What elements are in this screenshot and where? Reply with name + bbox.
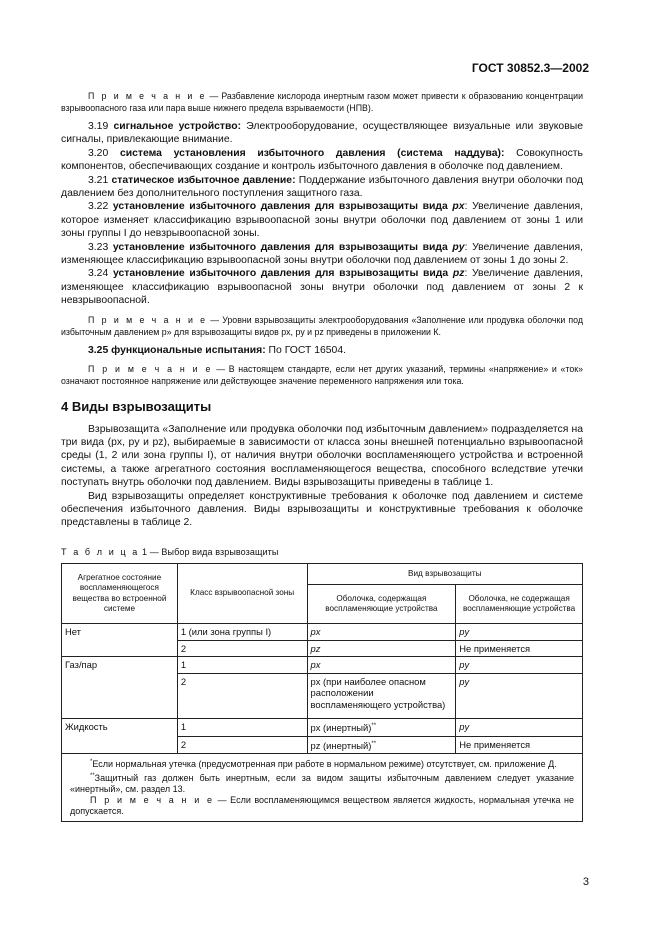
- term-3-19: [61, 120, 583, 147]
- term-definition: Электрооборудование, осуществляющее визуальные или звуковые сигналы, привлекающие внимание.: [61, 121, 583, 146]
- cell-zone: 1 (или зона группы I): [177, 624, 307, 641]
- table-caption: [61, 546, 583, 559]
- term-name: установление избыточного давления для взрывозащиты вида: [112, 241, 453, 253]
- cell-without: Не применяется: [456, 736, 583, 754]
- cell-with: [307, 624, 456, 641]
- term-code: pz: [452, 268, 465, 280]
- term-definition: : Увеличение давления, изменяющее классификацию взрывоопасной зоны внутри оболочки под давлением от зоны 1 до зоны 2.: [61, 241, 583, 267]
- term-definition: По ГОСТ 16504.: [265, 344, 346, 356]
- term-definition: : Увеличение давления, которое изменяет классификацию взрывоопасной зоны внутри оболочки под давлением от зоны 1 или зоны группы I до невзрывоопасной зоны.: [61, 201, 583, 240]
- term-3-24: [61, 267, 583, 307]
- term-name: 3.25 функциональные испытания:: [88, 344, 266, 356]
- term-name: система установления избыточного давления (система наддува):: [119, 147, 505, 159]
- cell-value: px (инертный): [310, 722, 372, 734]
- term-name: установление избыточного давления для взрывозащиты вида: [112, 268, 453, 280]
- table-row: [62, 719, 583, 737]
- selection-table: [61, 563, 583, 822]
- footnote-mark: **: [90, 772, 95, 779]
- note-text: — В настоящем стандарте, если нет других указаний, термины «напряжение» и «ток» означают постоянное напряжение или действующее значение переменного напряжения или тока.: [61, 364, 583, 387]
- footnote-text: Если нормальная утечка (предусмотренная при работе в нормальном режиме) отсутствует, см. приложение Д.: [92, 759, 557, 770]
- term-number: 3.20: [88, 147, 120, 159]
- page-number: 3: [582, 876, 589, 888]
- term-3-21: [61, 174, 583, 201]
- term-3-25: [61, 344, 583, 357]
- cell-zone: 2: [177, 736, 307, 754]
- cell-zone: 1: [177, 657, 307, 674]
- header-without-devices: Оболочка, не содержащая воспламеняющие устройства: [456, 585, 583, 624]
- cell-zone: 2: [177, 640, 307, 657]
- term-name: статическое избыточное давление:: [111, 174, 296, 186]
- header-state: Агрегатное состояние воспламеняющегося вещества во встроенной системе: [62, 564, 178, 624]
- header-with-devices: Оболочка, содержащая воспламеняющие устройства: [307, 585, 456, 624]
- cell-with: px (при наиболее опасном расположении воспламеняющего устройства): [307, 673, 456, 719]
- header-zone: Класс взрывоопасной зоны: [177, 564, 307, 624]
- term-name: установление избыточного давления для взрывозащиты вида: [112, 201, 453, 213]
- note-label: П р и м е ч а н и е: [88, 364, 213, 375]
- cell-value: pz: [310, 642, 321, 654]
- cell-value: px: [310, 626, 321, 638]
- table-row: [62, 657, 583, 674]
- term-definition: Поддержание избыточного давления внутри оболочки под давлением без дополнительного поступления защитного газа.: [61, 174, 583, 200]
- footnote-2: [70, 771, 574, 795]
- cell-without: [456, 719, 583, 737]
- note-text: — Если воспламеняющимся веществом является жидкость, нормальная утечка не допускается.: [70, 795, 574, 817]
- cell-value: py: [459, 721, 470, 733]
- cell-zone: 1: [177, 719, 307, 737]
- term-number: 3.21: [88, 174, 112, 186]
- cell-value: py: [459, 626, 470, 638]
- term-name: сигнальное устройство:: [113, 121, 242, 132]
- cell-value: pz (инертный): [310, 739, 372, 751]
- cell-state: Газ/пар: [62, 657, 178, 719]
- cell-zone: 2: [177, 673, 307, 719]
- term-definition: Совокупность компонентов, обеспечивающих создание и контроль избыточного давления в оболочке под давлением.: [61, 147, 583, 173]
- term-3-20: [61, 147, 583, 174]
- cell-without: Не применяется: [456, 640, 583, 657]
- cell-state: Жидкость: [62, 719, 178, 754]
- footnote-1: [70, 757, 574, 770]
- table-footnotes: [62, 754, 583, 822]
- table-caption-label: Т а б л и ц а: [61, 546, 140, 557]
- term-3-23: [61, 241, 583, 268]
- footnote-mark: **: [371, 740, 377, 747]
- cell-with: [307, 657, 456, 674]
- note-text: — Уровни взрывозащиты электрооборудования «Заполнение или продувка оболочки под избыточным давлением р» для взрывозащиты видов px, py и pz приведены в приложении К.: [61, 314, 583, 337]
- standard-number: ГОСТ 30852.3—2002: [471, 61, 589, 75]
- footnote-text: Защитный газ должен быть инертным, если за видом защиты избыточным давлением следует указание «инертный», см. раздел 13.: [70, 772, 574, 794]
- note-label: П р и м е ч а н и е: [88, 314, 208, 325]
- cell-with: [307, 736, 456, 754]
- note-text: — Разбавление кислорода инертным газом может привести к образованию концентрации взрывоопасного газа или пара выше нижнего предела взрываемости (НПВ).: [61, 91, 583, 113]
- table-caption-text: 1 — Выбор вида взрывозащиты: [139, 546, 279, 557]
- term-number: 3.23: [88, 241, 113, 253]
- cell-value: px: [310, 659, 321, 671]
- cell-value: py: [459, 659, 470, 671]
- footnotes-cell: [62, 754, 583, 822]
- note-1: [61, 90, 583, 114]
- note-label: П р и м е ч а н и е: [90, 795, 215, 806]
- term-number: 3.19: [88, 121, 114, 132]
- cell-value: py: [459, 675, 470, 687]
- cell-without: [456, 657, 583, 674]
- term-code: px: [452, 201, 465, 213]
- cell-with: [307, 719, 456, 737]
- cell-without: [456, 624, 583, 641]
- footnote-mark: **: [371, 723, 377, 730]
- footnote-mark: *: [90, 759, 93, 766]
- note-2: [61, 314, 583, 338]
- paragraph-1: Взрывозащита «Заполнение или продувка оболочки под избыточным давлением» подразделяется на три вида (px, py и pz), выбираемые в зависимости от класса зоны внешней потенциально взрывоопасной среды (1, 2 или зона группы I), от наличия внутри оболочки воспламеняющего устройства и встроенной системы, а также агрегатного состояния воспламеняющегося вещества, способного вследствие утечки поступать внутрь оболочки под давлением. Виды взрывозащиты приведены в таблице 1.: [61, 423, 583, 489]
- note-label: П р и м е ч а н и е: [88, 91, 207, 101]
- term-3-22: [61, 200, 583, 240]
- paragraph-2: Вид взрывозащиты определяет конструктивные требования к оболочке под давлением и системе обеспечения избыточного давления. Виды взрывозащиты и конструктивные требования к оболочке представлены в таблице 2.: [61, 490, 583, 529]
- term-code: py: [452, 241, 465, 253]
- note-3: [61, 363, 583, 387]
- term-number: 3.22: [88, 201, 113, 213]
- cell-with: [307, 640, 456, 657]
- term-definition: : Увеличение давления, изменяющее классификацию взрывоопасной зоны внутри оболочки под давлением от зоны 2 к невзрывоопасной.: [61, 268, 583, 307]
- cell-without: [456, 673, 583, 719]
- table-note: [70, 795, 574, 817]
- table-row: [62, 624, 583, 641]
- cell-state: Нет: [62, 624, 178, 657]
- term-number: 3.24: [88, 268, 113, 280]
- table-header-row: [62, 564, 583, 585]
- header-type: Вид взрывозащиты: [307, 564, 582, 585]
- section-4-heading: 4 Виды взрывозащиты: [61, 399, 212, 415]
- page-content: [61, 84, 583, 822]
